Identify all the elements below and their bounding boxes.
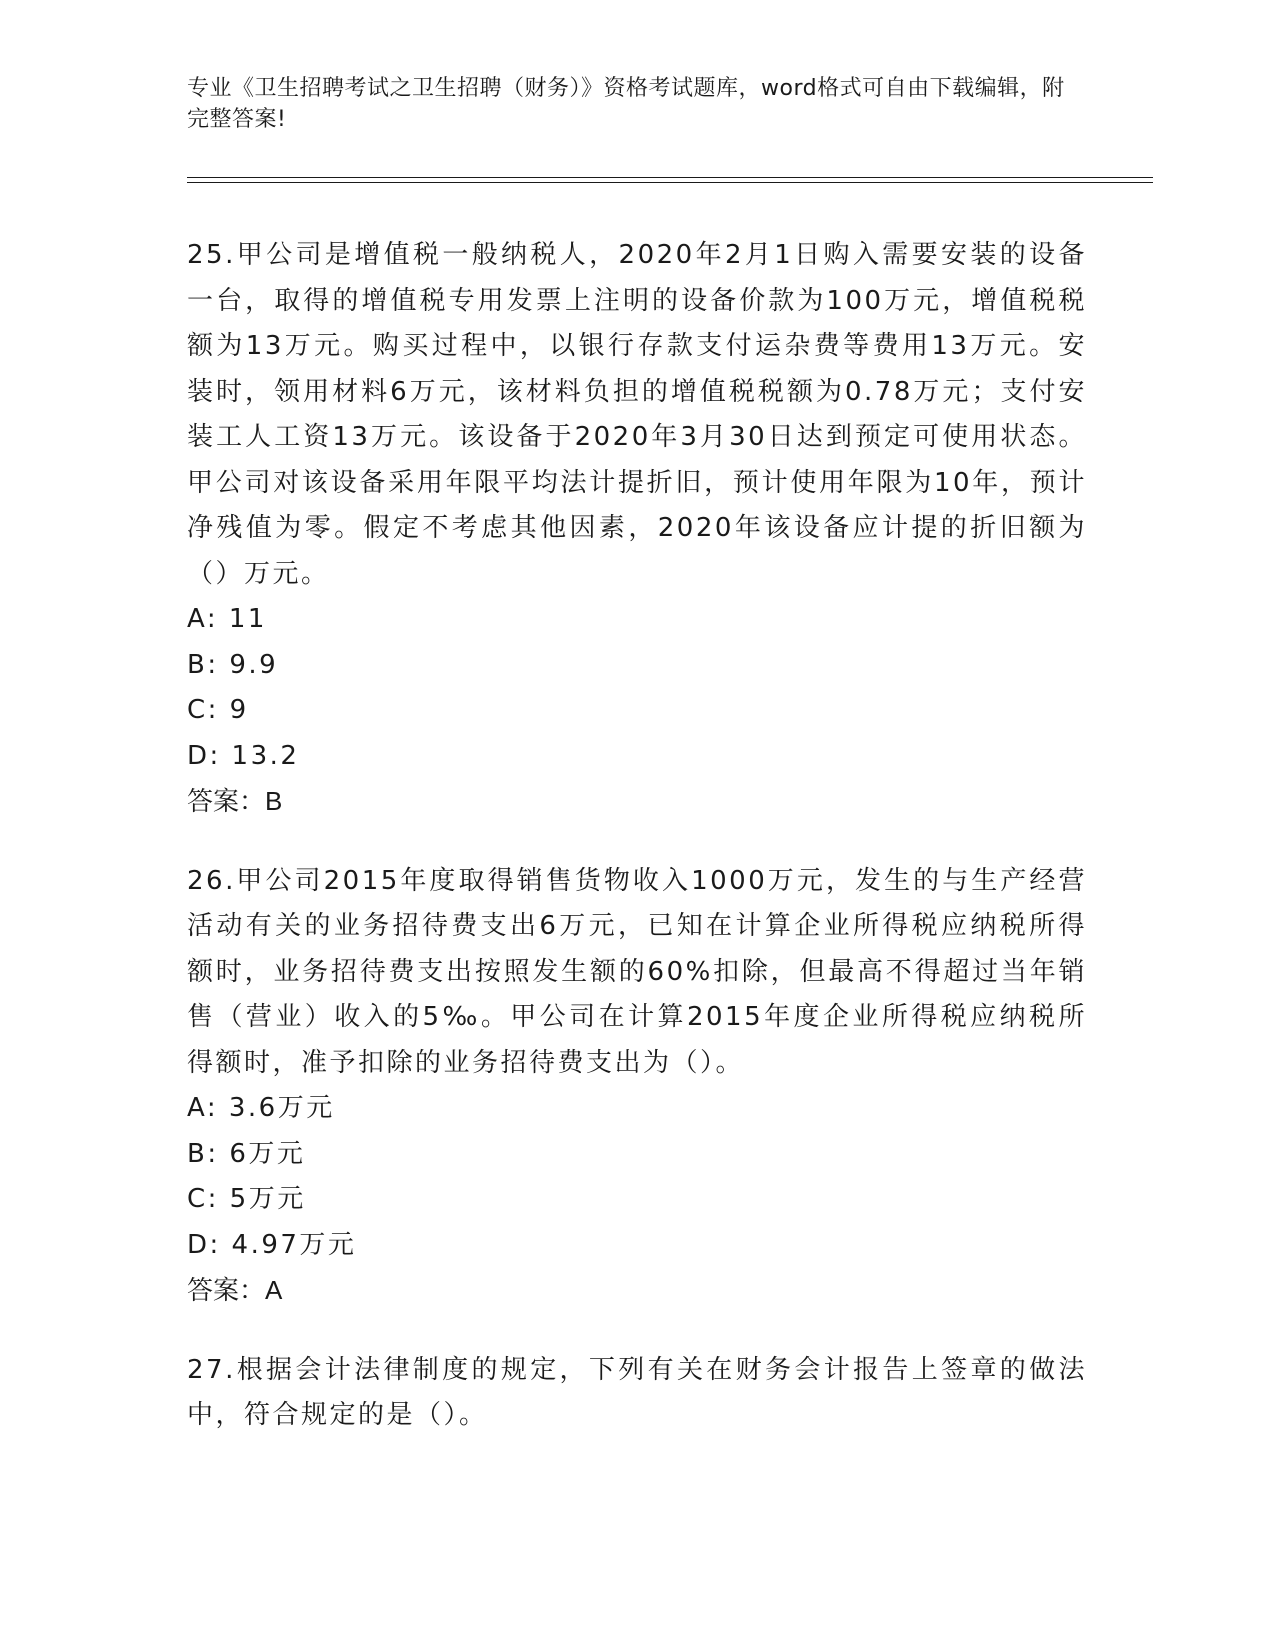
question-25: [187, 233, 1087, 825]
option-b: B: 9.9: [187, 649, 279, 680]
header-rule-bottom: [187, 182, 1153, 183]
option-d: D: 4.97万元: [187, 1229, 357, 1260]
option-a: A: 3.6万元: [187, 1093, 335, 1123]
question-26: [187, 859, 1087, 1314]
option-b: B: 6万元: [187, 1138, 306, 1169]
question-list: [187, 233, 1087, 1473]
question-stem: 26.甲公司2015年度取得销售货物收入1000万元，发生的与生产经营活动有关的业务招待费支出6万元，已知在计算企业所得税应纳税所得额时，业务招待费支出按照发生额的60%扣除，但最高不得超过当年销售（营业）收入的5‰。甲公司在计算2015年度企业所得税应纳税所得额时，准予扣除的业务招待费支出为（）。: [187, 865, 1087, 1078]
question-27: [187, 1348, 1087, 1439]
header-rule-top: [187, 177, 1153, 178]
answer-label: 答案：B: [187, 786, 283, 816]
answer-label: 答案：A: [187, 1275, 283, 1305]
option-d: D: 13.2: [187, 740, 300, 771]
option-a: A: 11: [187, 604, 267, 634]
option-c: C: 9: [187, 695, 249, 725]
document-header: 专业《卫生招聘考试之卫生招聘（财务）》资格考试题库，word格式可自由下载编辑，附完整答案!: [187, 76, 1065, 132]
question-stem: 27.根据会计法律制度的规定，下列有关在财务会计报告上签章的做法中，符合规定的是（）。: [187, 1354, 1087, 1430]
option-c: C: 5万元: [187, 1184, 306, 1214]
question-stem: 25.甲公司是增值税一般纳税人，2020年2月1日购入需要安装的设备一台，取得的增值税专用发票上注明的设备价款为100万元，增值税税额为13万元。购买过程中，以银行存款支付运杂费等费用13万元。安装时，领用材料6万元，该材料负担的增值税税额为0.78万元；支付安装工人工资13万元。该设备于2020年3月30日达到预定可使用状态。甲公司对该设备采用年限平均法计提折旧，预计使用年限为10年，预计净残值为零。假定不考虑其他因素，2020年该设备应计提的折旧额为（）万元。: [187, 240, 1087, 589]
